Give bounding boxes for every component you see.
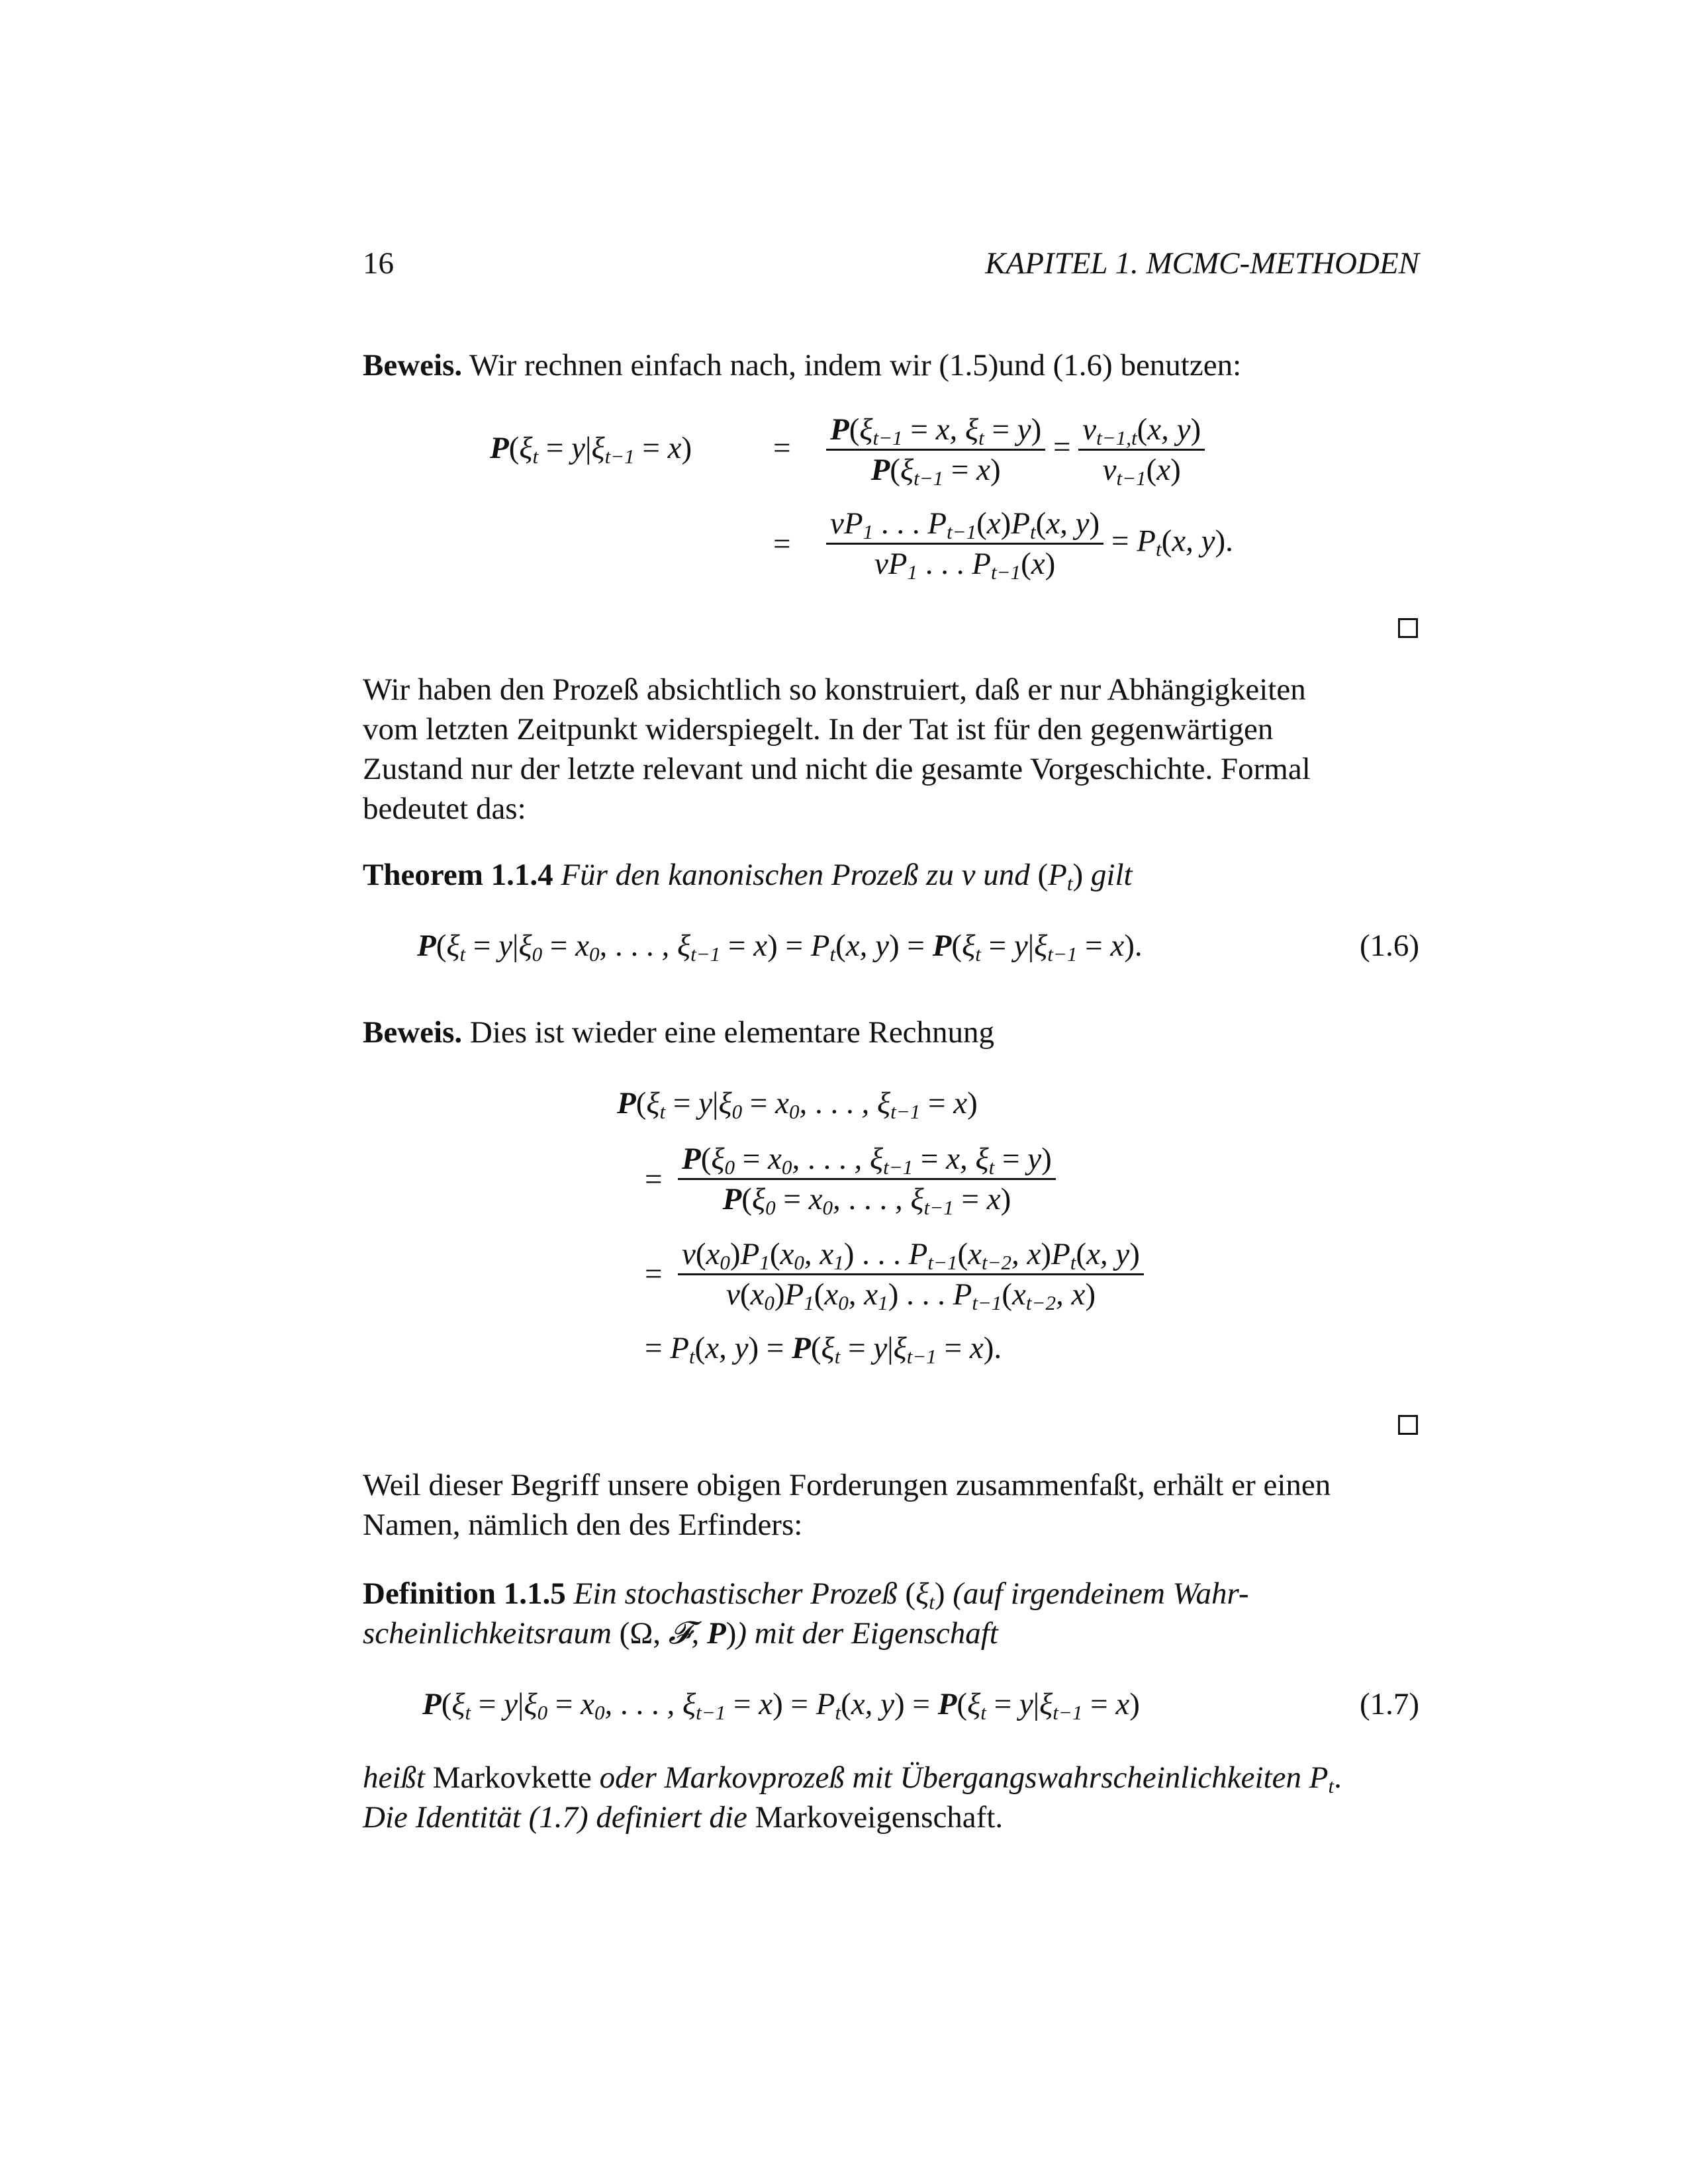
theorem-text-c: gilt — [1090, 858, 1133, 892]
equation-1-eq1: = — [773, 431, 791, 465]
proof-intro-1 — [363, 345, 1241, 385]
equation-2-eq2: = — [645, 1257, 663, 1291]
para1-line3: Zustand nur der letzte relevant und nicht die gesamte Vorgeschichte. Formal — [363, 752, 1311, 786]
proof-text-2: Dies ist wieder eine elementare Rechnung — [469, 1015, 995, 1050]
equation-2-eq1: = — [645, 1162, 663, 1197]
definition-text-b: (auf irgendeinem Wahr- — [953, 1576, 1249, 1611]
qed-box-2 — [1398, 1415, 1418, 1435]
para2-line2: Namen, nämlich den des Erfinders: — [363, 1508, 803, 1542]
equation-2-line1: $P(\xi_t = y|\xi_0 = x_0$, . . . , $\xi_{t-1} = x$) — [617, 1086, 978, 1123]
equation-1-frac2: $\frac{\nu P_1 . . . P_{t-1}(x)P_t(x, y)}{\nu P_1 . . . P_{t-1}(x)}$ = $P_t(x$, y). — [826, 504, 1233, 583]
proof-text: Wir rechnen einfach nach, indem wir (1.5)und (1.6) benutzen: — [469, 348, 1242, 383]
equation-1-eq2: = — [773, 527, 791, 561]
para1-line2: vom letzten Zeitpunkt widerspiegelt. In der Tat ist für den gegenwärtigen — [363, 712, 1274, 747]
definition-after-c: oder Markovprozeß mit Übergangswahrscheinlichkeiten — [599, 1760, 1301, 1795]
equation-1-6: $P(\xi_t = y|\xi_0 = x_0$, . . . , $\xi_{t-1} = x) = P_t(x$, $y) = P(\xi_t = y|\xi_{t-1} = x)$. — [417, 929, 1143, 966]
para2-line1: Weil dieser Begriff unsere obigen Forderungen zusammenfaßt, erhält er einen — [363, 1468, 1331, 1502]
definition-text-d: ) mit der Eigenschaft — [736, 1616, 998, 1651]
page-number: 16 — [363, 246, 394, 281]
equation-2-line4: = $P_t(x$, $y) = P(\xi_t = y|\xi_{t-1} = x)$. — [645, 1331, 1002, 1368]
equation-number-1-6: (1.6) — [1359, 929, 1419, 963]
definition-term-markovkette: Markovkette — [432, 1760, 592, 1795]
equation-number-1-7: (1.7) — [1359, 1687, 1419, 1721]
running-title: KAPITEL 1. MCMC-METHODEN — [985, 246, 1419, 281]
theorem-label: Theorem 1.1.4 — [363, 858, 553, 892]
definition-after-line1: heißt Markovkette oder Markovprozeß mit Übergangswahrscheinlichkeiten $P_t$. — [363, 1760, 1342, 1797]
equation-1-7: $P(\xi_t = y|\xi_0 = x_0$, . . . , $\xi_{t-1} = x) = P_t(x$, $y) = P(\xi_t = y|\xi_{t-1} = x)$ — [422, 1687, 1140, 1724]
equation-1-frac1: $\frac{P(\xi_{t-1} = x, \xi_t = y)}{P(\xi_{t-1} = x)}$ = $\frac{\nu_{t-1,t}(x, y)}{\nu_{t-1}(x)}$ — [826, 410, 1205, 489]
definition-text-a: Ein stochastischer Prozeß — [573, 1576, 898, 1611]
definition-label: Definition 1.1.5 — [363, 1576, 566, 1611]
equation-2-frac1: $\frac{P(\xi_0 = x_0, . . . , \xi_{t-1} = x, \xi_t = y)}{P(\xi_0 = x_0, . . . , \xi_{t-1} = x)}$ — [678, 1140, 1056, 1218]
definition-term-markoveigenschaft: Markoveigenschaft. — [755, 1800, 1004, 1835]
definition-after-d: Die Identität (1.7) definiert die — [363, 1800, 747, 1835]
definition-after-a: heißt — [363, 1760, 425, 1795]
qed-box-1 — [1398, 618, 1418, 638]
definition-text-c: scheinlichkeitsraum — [363, 1616, 612, 1651]
definition-line2: scheinlichkeitsraum (Ω, 𝓕, P)) mit der Eigenschaft — [363, 1616, 998, 1651]
theorem-text-b: und — [983, 858, 1030, 892]
definition-line1: Definition 1.1.5 Ein stochastischer Prozeß $(\xi_t)$ (auf irgendeinem Wahr- — [363, 1576, 1249, 1614]
theorem-text-a: Für den kanonischen Prozeß zu — [561, 858, 954, 892]
equation-2-frac2: $\frac{\nu(x_0)P_1(x_0, x_1) . . . P_{t-1}(x_{t-2}, x)P_t(x, y)}{\nu(x_0)P_1(x_0, x_1) . . . P_{t-1}(x_{t-2}, x)}$ — [678, 1235, 1144, 1314]
proof-label-2: Beweis. — [363, 1015, 463, 1050]
proof-label: Beweis. — [363, 348, 463, 383]
proof-intro-2 — [363, 1013, 994, 1052]
para1-line1: Wir haben den Prozeß absichtlich so konstruiert, daß er nur Abhängigkeiten — [363, 672, 1306, 707]
theorem-statement: Theorem 1.1.4 Für den kanonischen Prozeß zu ν und $(P_t)$ gilt — [363, 858, 1133, 895]
para1-line4: bedeutet das: — [363, 792, 526, 826]
equation-1-lhs: $P(\xi_t = y|\xi_{t-1} = x)$ — [490, 431, 692, 468]
definition-after-line2 — [363, 1797, 1003, 1837]
